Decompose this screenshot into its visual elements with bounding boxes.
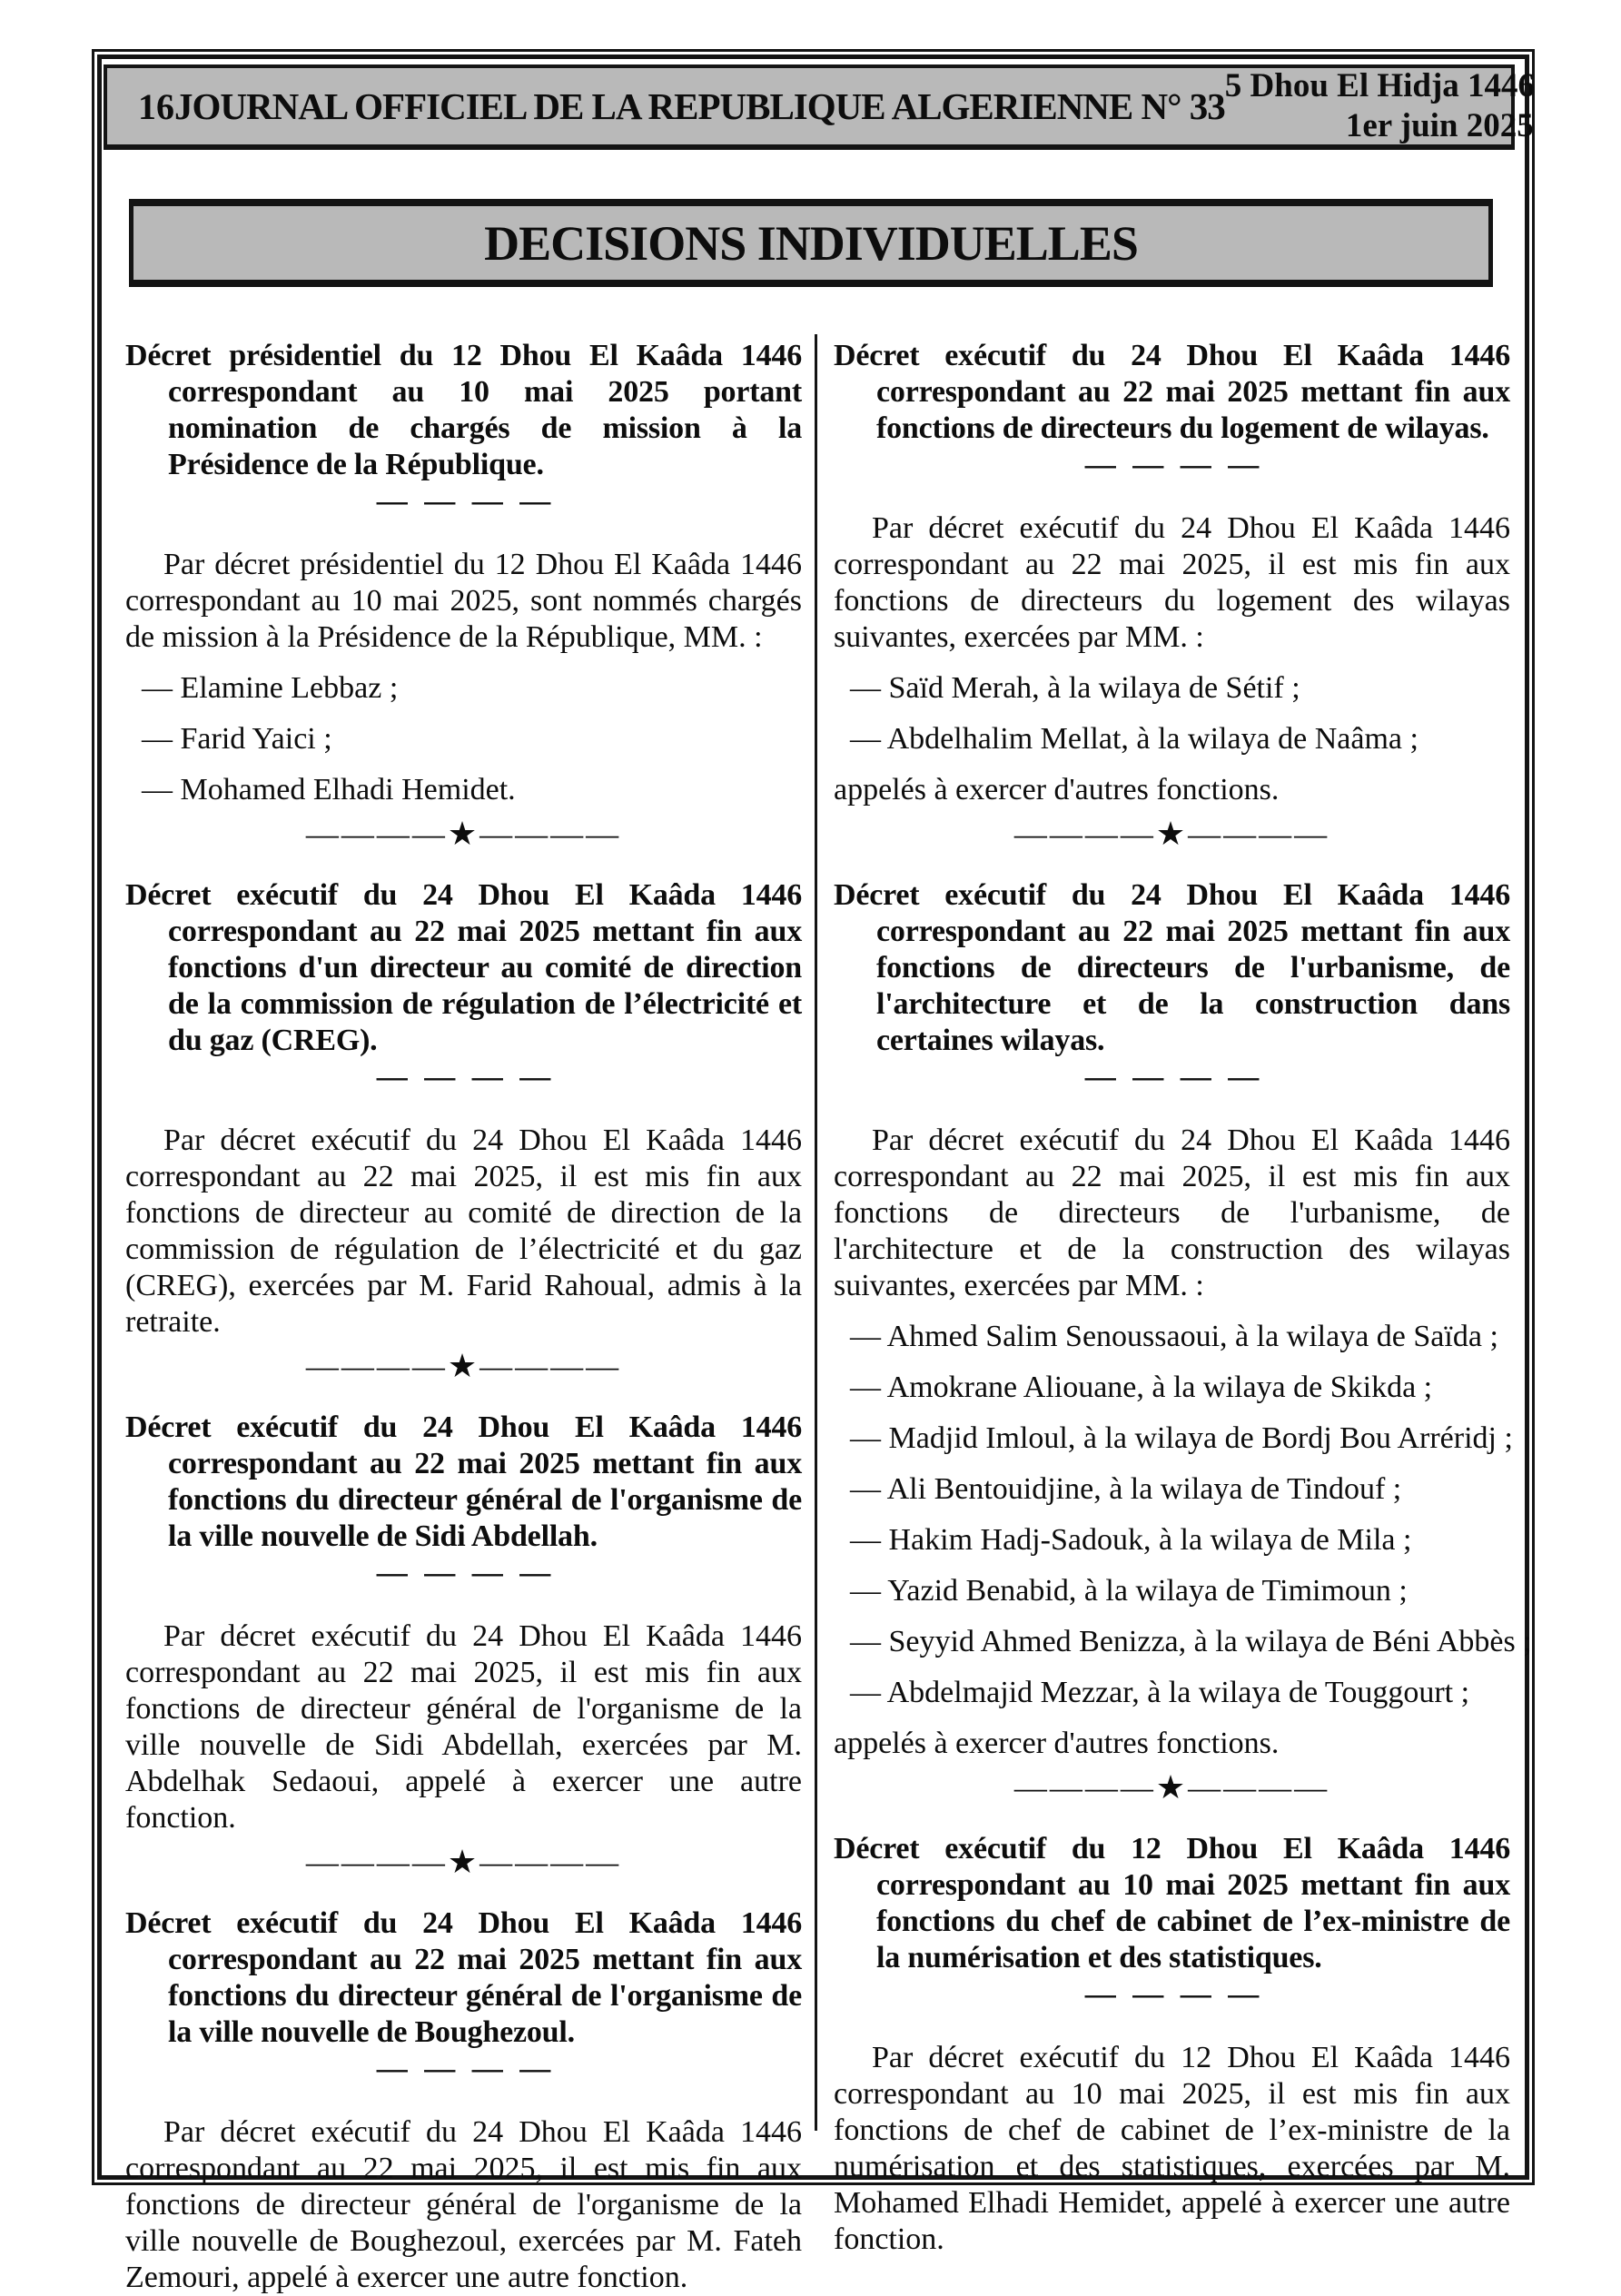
page-number: 16 [138, 85, 174, 127]
right-column [834, 338, 1532, 2258]
list-item: — Hakim Hadj-Sadouk, à la wilaya de Mila ; [850, 1523, 1412, 1557]
star-separator: ————★———— [1013, 1769, 1330, 1806]
star-separator: ————★———— [305, 1348, 622, 1384]
issue-dates [1225, 66, 1534, 146]
section-banner [129, 199, 1493, 287]
dash-separator: — — — — [1084, 1977, 1260, 2011]
decree-title: Décret exécutif du 24 Dhou El Kaâda 1446 correspondant au 22 mai 2025 mettant fin aux fonctions de directeurs du logement de wilayas. [834, 339, 1510, 445]
decree-paragraph: Par décret exécutif du 24 Dhou El Kaâda 1446 correspondant au 22 mai 2025, il est mis fin aux fonctions de directeur général de l'organisme de la ville nouvelle de Boughezoul, exercées par M. Fateh Zemouri, appelé à exercer une autre fonction. [125, 2115, 802, 2294]
journal-header [104, 64, 1536, 150]
left-column [125, 338, 802, 2296]
decree-paragraph: Par décret exécutif du 24 Dhou El Kaâda 1446 correspondant au 22 mai 2025, il est mis fin aux fonctions de directeurs de l'urbanisme, de l'architecture et de la construction des wilayas suivantes, exercées par MM. : [834, 1123, 1510, 1302]
star-separator: ————★———— [1013, 816, 1330, 852]
decree-paragraph: Par décret exécutif du 24 Dhou El Kaâda 1446 correspondant au 22 mai 2025, il est mis fin aux fonctions de directeur au comité de direction de la commission de régulation de l’électricité et du gaz (CREG), exercées par M. Farid Rahoual, admis à la retraite. [125, 1123, 802, 1339]
dash-separator: — — — — [376, 1060, 551, 1094]
dash-separator: — — — — [376, 484, 551, 518]
decree-paragraph: Par décret présidentiel du 12 Dhou El Kaâda 1446 correspondant au 10 mai 2025, sont nommés chargés de mission à la Présidence de la République, MM. : [125, 548, 802, 654]
list-item: — Elamine Lebbaz ; [142, 671, 399, 705]
list-item: — Yazid Benabid, à la wilaya de Timimoun ; [850, 1574, 1408, 1608]
list-item: — Farid Yaici ; [142, 722, 332, 756]
column-divider [815, 334, 817, 2131]
star-separator: ————★———— [305, 1844, 622, 1880]
gregorian-date: 1er juin 2025 [1345, 107, 1534, 144]
decree-title: Décret exécutif du 12 Dhou El Kaâda 1446 correspondant au 10 mai 2025 mettant fin aux fonctions du chef de cabinet de l’ex-ministre de la numérisation et des statistiques. [834, 1832, 1510, 1974]
decree-title: Décret présidentiel du 12 Dhou El Kaâda 1446 correspondant au 10 mai 2025 portant nomination de chargés de mission à la Présidence de la République. [125, 339, 802, 481]
decree-paragraph: Par décret exécutif du 24 Dhou El Kaâda 1446 correspondant au 22 mai 2025, il est mis fin aux fonctions de directeurs du logement des wilayas suivantes, exercées par MM. : [834, 511, 1510, 654]
list-item: — Mohamed Elhadi Hemidet. [142, 773, 516, 807]
dash-separator: — — — — [1084, 448, 1260, 481]
list-item: — Abdelmajid Mezzar, à la wilaya de Touggourt ; [850, 1676, 1470, 1709]
decree-paragraph: Par décret exécutif du 24 Dhou El Kaâda 1446 correspondant au 22 mai 2025, il est mis fin aux fonctions de directeur général de l'organisme de la ville nouvelle de Sidi Abdellah, exercées par M. Abdelhak Sedaoui, appelé à exercer une autre fonction. [125, 1619, 802, 1835]
list-item: — Abdelhalim Mellat, à la wilaya de Naâma ; [850, 722, 1418, 756]
star-separator: ————★———— [305, 816, 622, 852]
decree-title: Décret exécutif du 24 Dhou El Kaâda 1446 correspondant au 22 mai 2025 mettant fin aux fonctions du directeur général de l'organisme de la ville nouvelle de Boughezoul. [125, 1906, 802, 2049]
list-item: — Saïd Merah, à la wilaya de Sétif ; [850, 671, 1300, 705]
decree-title: Décret exécutif du 24 Dhou El Kaâda 1446 correspondant au 22 mai 2025 mettant fin aux fonctions d'un directeur au comité de direction de la commission de régulation de l’électricité et du gaz (CREG). [125, 878, 802, 1057]
list-item: — Ali Bentouidjine, à la wilaya de Tindouf ; [850, 1472, 1402, 1506]
list-item: — Ahmed Salim Senoussaoui, à la wilaya de Saïda ; [850, 1320, 1498, 1353]
dash-separator: — — — — [1084, 1060, 1260, 1094]
list-item: — Madjid Imloul, à la wilaya de Bordj Bou Arréridj ; [850, 1421, 1513, 1455]
list-item: — Amokrane Aliouane, à la wilaya de Skikda ; [850, 1371, 1433, 1404]
decree-paragraph: appelés à exercer d'autres fonctions. [834, 1727, 1280, 1760]
decree-title: Décret exécutif du 24 Dhou El Kaâda 1446 correspondant au 22 mai 2025 mettant fin aux fonctions de directeurs de l'urbanisme, de l'architecture et de la construction dans certaines wilayas. [834, 878, 1510, 1057]
decree-paragraph: Par décret exécutif du 12 Dhou El Kaâda 1446 correspondant au 10 mai 2025, il est mis fin aux fonctions de chef de cabinet de l’ex-ministre de la numérisation et des statistiques, exercées par M. Mohamed Elhadi Hemidet, appelé à exercer une autre fonction. [834, 2041, 1510, 2256]
dash-separator: — — — — [376, 1556, 551, 1589]
list-item: — Seyyid Ahmed Benizza, à la wilaya de Béni Abbès ; [850, 1625, 1532, 1658]
journal-title: JOURNAL OFFICIEL DE LA REPUBLIQUE ALGERIENNE N° 33 [174, 85, 1225, 127]
dash-separator: — — — — [376, 2052, 551, 2085]
decree-paragraph: appelés à exercer d'autres fonctions. [834, 773, 1280, 807]
hijri-date: 5 Dhou El Hidja 1446 [1224, 67, 1536, 104]
section-banner-title: DECISIONS INDIVIDUELLES [484, 215, 1138, 271]
decree-title: Décret exécutif du 24 Dhou El Kaâda 1446 correspondant au 22 mai 2025 mettant fin aux fonctions du directeur général de l'organisme de la ville nouvelle de Sidi Abdellah. [125, 1410, 802, 1553]
